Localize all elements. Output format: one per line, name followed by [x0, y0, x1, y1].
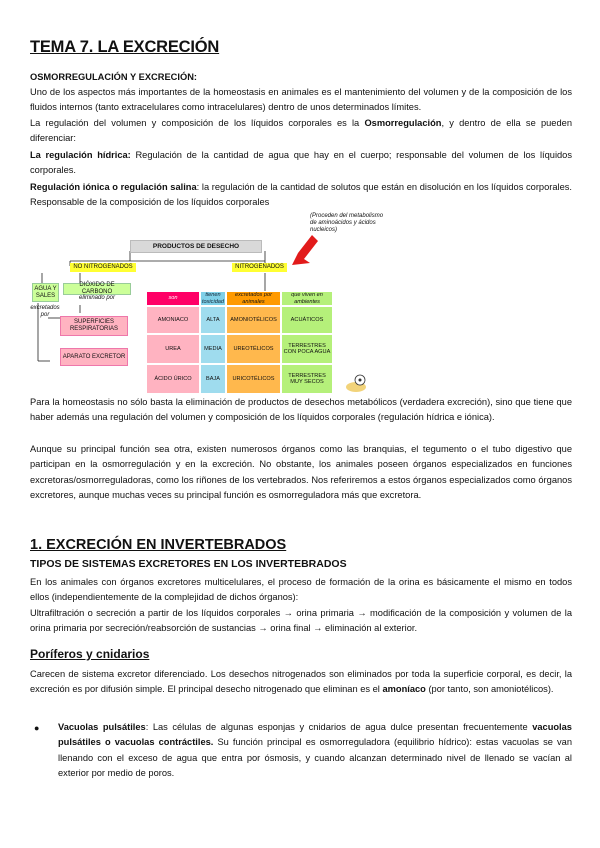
- table-header: excretados por animales: [227, 292, 280, 305]
- table-cell: MEDIA: [201, 335, 225, 363]
- aparato-excretor-box: APARATO EXCRETOR: [60, 348, 128, 366]
- text-span: La regulación del volumen y composición de los líquidos corporales es la: [30, 118, 365, 128]
- table-cell: AMONIOTÉLICOS: [227, 307, 280, 333]
- section-paragraph-2: Ultrafiltración o secreción a partir de los líquidos corporales → orina primaria → modificación de la composición y volumen de la orina primaria por secreción/reabsorción de sustancias → orina final → eliminación al exterior.: [30, 608, 572, 634]
- productos-de-desecho-box: PRODUCTOS DE DESECHO: [130, 240, 262, 253]
- nitrogenados-box: NITROGENADOS: [232, 263, 287, 272]
- vacuolas-bullet-text: [58, 720, 572, 782]
- table-header: tienen toxicidad: [201, 292, 225, 305]
- bold-term: amoníaco: [382, 684, 426, 695]
- intro-paragraph-3: [30, 148, 572, 179]
- bold-term: La regulación hídrica:: [30, 150, 131, 160]
- agua-sales-box: AGUA Y SALES: [32, 283, 59, 302]
- after-paragraph-1: Para la homeostasis no sólo basta la eliminación de productos de desechos metabólicos (verdadera excreción), sino que tiene que haber además una regulación del volumen y composición de los líquidos corporales (regulación hídrica e iónica).: [30, 397, 572, 423]
- subsection-heading: Poríferos y cnidarios: [30, 647, 150, 661]
- table-cell: TERRESTRES CON POCA AGUA: [282, 335, 332, 363]
- text-span: (por tanto, son amoniotélicos).: [425, 684, 554, 695]
- section-paragraph-1: En los animales con órganos excretores multicelulares, el proceso de formación de la orina es básicamente el mismo en todos ellos (independientemente de la complejidad de dichos órganos):: [30, 577, 572, 603]
- table-header: son: [147, 292, 199, 305]
- text-span: , y dentro de ella se pueden diferenciar:: [30, 118, 572, 144]
- nitrogenous-waste-table: [147, 292, 332, 395]
- cartoon-illustration: [344, 373, 368, 393]
- table-cell: BAJA: [201, 365, 225, 393]
- eliminado-por-label: eliminado por: [78, 295, 116, 301]
- table-cell: ÁCIDO ÚRICO: [147, 365, 199, 393]
- table-cell: UREOTÉLICOS: [227, 335, 280, 363]
- table-cell: URICOTÉLICOS: [227, 365, 280, 393]
- superficies-respiratorias-box: SUPERFICIES RESPIRATORIAS: [60, 316, 128, 336]
- intro-paragraph-2: [30, 116, 572, 147]
- text-span: Su función principal es osmorreguladora (equilibrio hídrico): estas vacuolas se van llenando con el exceso de agua que entra por ósmosis, y cuando alcanzan determinado nivel de llenado se vacían al exterior por medio de poros.: [58, 737, 572, 779]
- poriferos-paragraph: [30, 667, 572, 698]
- intro-paragraph-4: [30, 180, 572, 211]
- no-nitrogenados-box: NO NITROGENADOS: [70, 263, 136, 272]
- page-title: TEMA 7. LA EXCRECIÓN: [30, 38, 220, 56]
- table-cell: TERRESTRES MUY SECOS: [282, 365, 332, 393]
- bullet-icon: ●: [34, 723, 40, 733]
- text-span: Carecen de sistema excretor diferenciado. Los desechos nitrogenados son eliminados por toda la superficie corporal, es decir, la excreción es por difusión simple. El principal desecho nitrogenado que eliminan es el: [30, 669, 572, 695]
- text-span: : Las células de algunas esponjas y cnidarios de agua dulce presentan frecuentemente: [145, 722, 533, 732]
- bold-term: Regulación iónica o regulación salina: [30, 182, 197, 192]
- intro-paragraph-1: Uno de los aspectos más importantes de la homeostasis en animales es el mantenimiento del volumen y de la composición de los fluidos internos (tanto extracelulares como intracelulares) dentro de unos determinados límites.: [30, 87, 572, 113]
- bold-term: Vacuolas pulsátiles: [58, 722, 146, 732]
- bold-term: vacuolas pulsátiles o vacuolas contráctiles.: [58, 722, 572, 748]
- dioxido-carbono-box: DIÓXIDO DE CARBONO: [63, 283, 131, 295]
- table-header: que viven en ambientes: [282, 292, 332, 305]
- table-cell: AMONIACO: [147, 307, 199, 333]
- section-heading: 1. EXCRECIÓN EN INVERTEBRADOS: [30, 537, 287, 553]
- text-span: : la regulación de la cantidad de solutos que están en disolución en los líquidos corporales. Responsable de la composición de los líquidos corporales: [30, 182, 572, 208]
- bold-term: Osmorregulación: [364, 118, 442, 128]
- table-cell: ACUÁTICOS: [282, 307, 332, 333]
- text-span: Regulación de la cantidad de agua que hay en el cuerpo; responsable del volumen de los líquidos corporales.: [30, 150, 572, 176]
- table-cell: ALTA: [201, 307, 225, 333]
- table-cell: UREA: [147, 335, 199, 363]
- after-paragraph-2: Aunque su principal función sea otra, existen numerosos órganos como las branquias, el tegumento o el tubo digestivo que participan en la osmorregulación y en la excreción. No obstante, los animales poseen órganos especializados en funciones excretoras/osmorreguladoras, como los riñones de los vertebrados. Nos referiremos a estos órganos especializados como órganos excretores, aunque muchas veces su principal función es osmorreguladora más que excretora.: [30, 444, 572, 501]
- excretados-por-label: excretados por: [30, 305, 60, 318]
- excretion-diagram: [30, 213, 430, 393]
- origin-note: (Proceden del metabolismo de aminoácidos y ácidos nucleicos): [310, 213, 384, 233]
- section-subheading: TIPOS DE SISTEMAS EXCRETORES EN LOS INVERTEBRADOS: [30, 558, 347, 570]
- intro-heading: OSMORREGULACIÓN Y EXCRECIÓN:: [30, 72, 198, 82]
